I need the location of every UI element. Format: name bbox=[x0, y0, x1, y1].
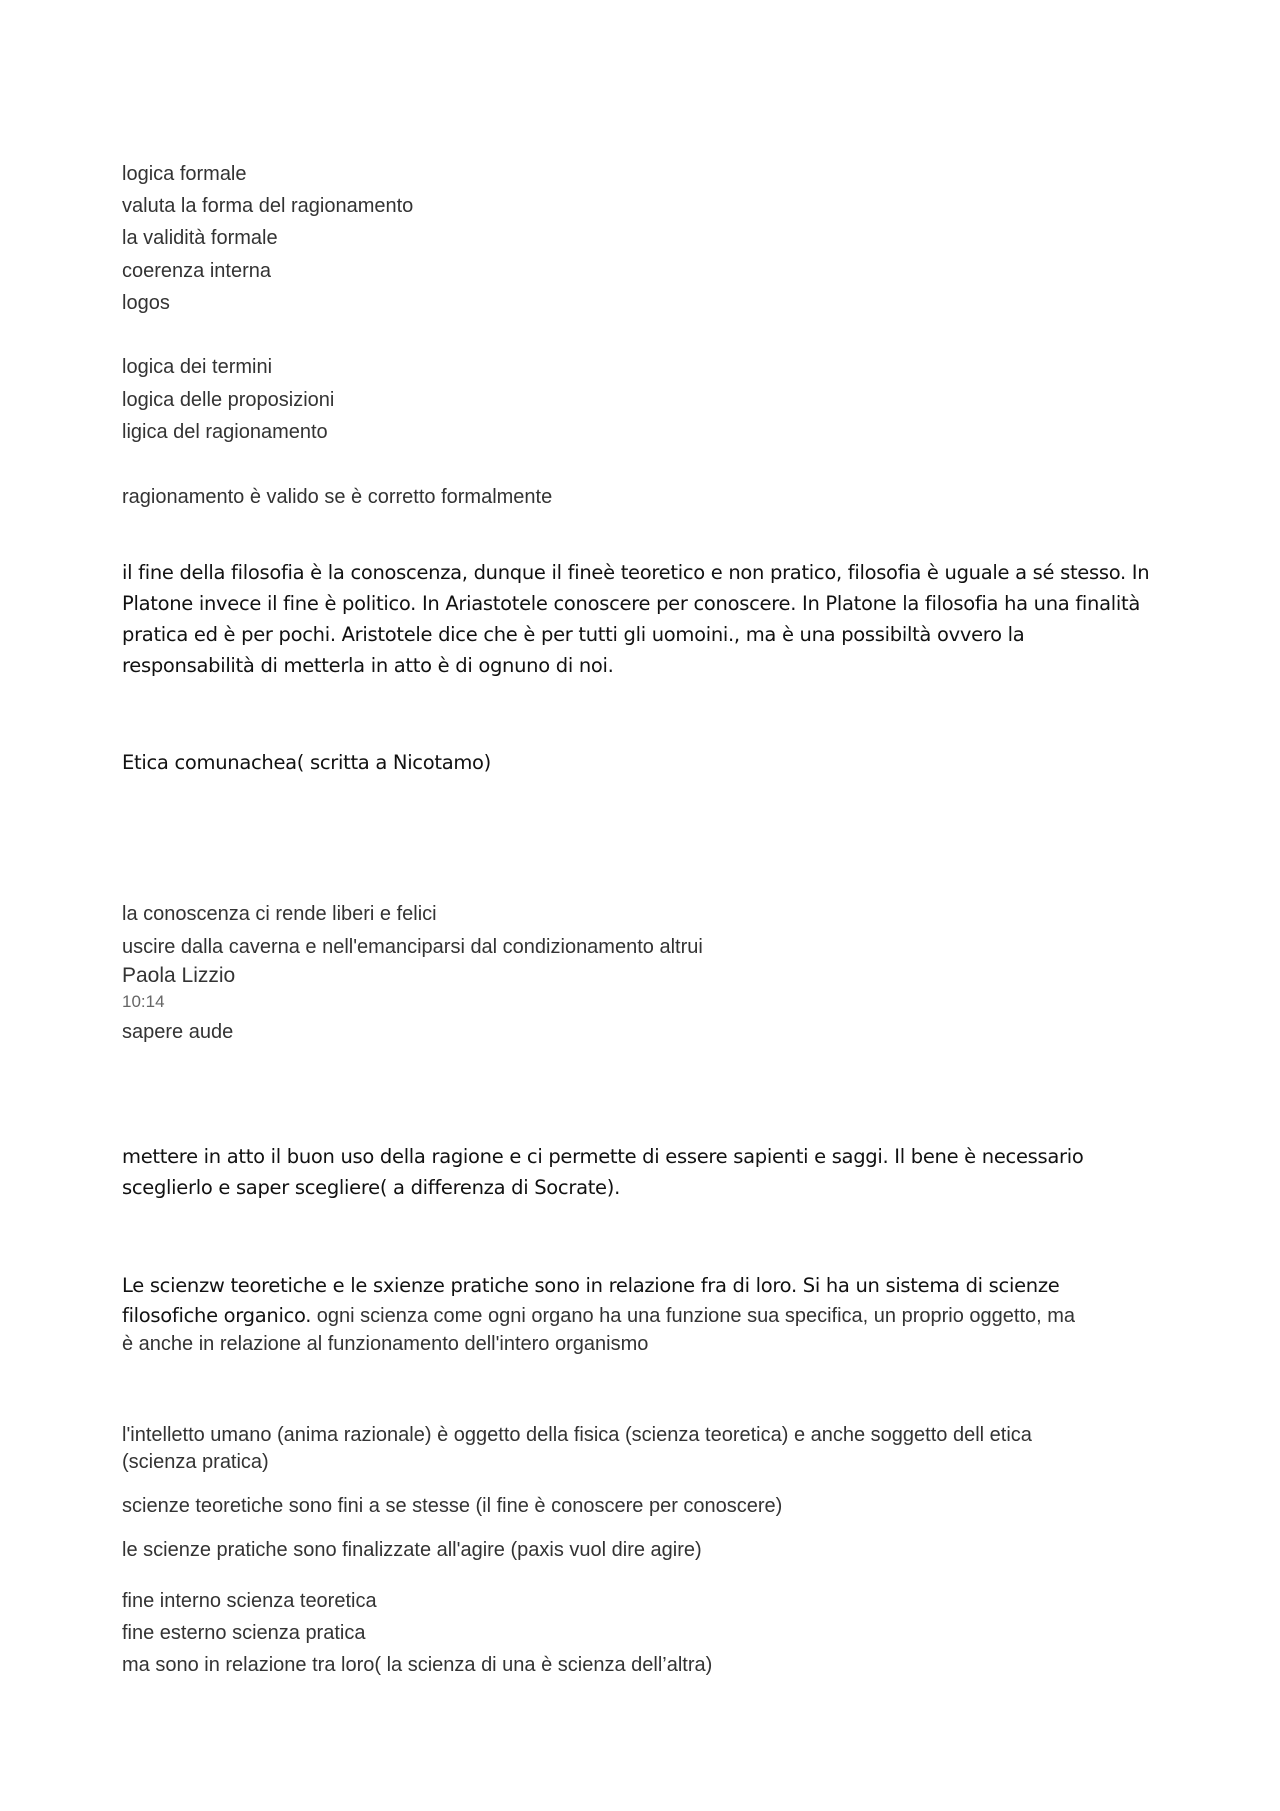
text-line: la conoscenza ci rende liberi e felici bbox=[122, 903, 437, 925]
text-line: logica delle proposizioni bbox=[122, 389, 335, 411]
text-line: fine esterno scienza pratica bbox=[122, 1622, 366, 1644]
paragraph-line: mettere in atto il buon uso della ragione e ci permette di essere sapienti e saggi. Il bene è necessario bbox=[122, 1145, 1084, 1168]
paragraph-fragment: ogni scienza come ogni organo ha una funzione sua specifica, un proprio oggetto, ma bbox=[311, 1305, 1076, 1327]
text-line: ragionamento è valido se è corretto formalmente bbox=[122, 486, 553, 508]
text-line: logica formale bbox=[122, 163, 247, 185]
author-name: Paola Lizzio bbox=[122, 964, 236, 987]
text-line: fine interno scienza teoretica bbox=[122, 1590, 377, 1612]
text-line: ma sono in relazione tra loro( la scienza di una è scienza dell’altra) bbox=[122, 1654, 713, 1676]
paragraph-fragment: filosofiche organico. bbox=[122, 1304, 312, 1327]
heading-line: Etica comunachea( scritta a Nicotamo) bbox=[122, 751, 491, 774]
text-line: valuta la forma del ragionamento bbox=[122, 195, 414, 217]
text-line: logos bbox=[122, 292, 170, 314]
paragraph-line: responsabilità di metterla in atto è di ognuno di noi. bbox=[122, 654, 614, 677]
paragraph-line: è anche in relazione al funzionamento dell'intero organismo bbox=[122, 1333, 649, 1355]
paragraph-line: Platone invece il fine è politico. In Ariastotele conoscere per conoscere. In Platone la filosofia ha una finalità bbox=[122, 592, 1140, 615]
text-line: coerenza interna bbox=[122, 260, 271, 282]
paragraph-line: Le scienzw teoretiche e le sxienze pratiche sono in relazione fra di loro. Si ha un sistema di scienze bbox=[122, 1274, 1060, 1297]
text-line: uscire dalla caverna e nell'emanciparsi dal condizionamento altrui bbox=[122, 936, 703, 958]
timestamp: 10:14 bbox=[122, 992, 165, 1011]
text-line: logica dei termini bbox=[122, 356, 273, 378]
text-line: ligica del ragionamento bbox=[122, 421, 328, 443]
paragraph-line: il fine della filosofia è la conoscenza, dunque il fineè teoretico e non pratico, filosofia è uguale a sé stesso. In bbox=[122, 561, 1150, 584]
paragraph-line-mixed bbox=[122, 1304, 1075, 1328]
text-line: le scienze pratiche sono finalizzate all'agire (paxis vuol dire agire) bbox=[122, 1539, 702, 1561]
paragraph-line: pratica ed è per pochi. Aristotele dice che è per tutti gli uomoini., ma è una possibiltà ovvero la bbox=[122, 623, 1025, 646]
text-line: sapere aude bbox=[122, 1021, 234, 1043]
paragraph-line: (scienza pratica) bbox=[122, 1451, 269, 1473]
paragraph-line: sceglierlo e saper scegliere( a differenza di Socrate). bbox=[122, 1176, 620, 1199]
text-line: la validità formale bbox=[122, 227, 278, 249]
paragraph-line: l'intelletto umano (anima razionale) è oggetto della fisica (scienza teoretica) e anche soggetto dell etica bbox=[122, 1424, 1032, 1446]
text-line: scienze teoretiche sono fini a se stesse (il fine è conoscere per conoscere) bbox=[122, 1495, 783, 1517]
